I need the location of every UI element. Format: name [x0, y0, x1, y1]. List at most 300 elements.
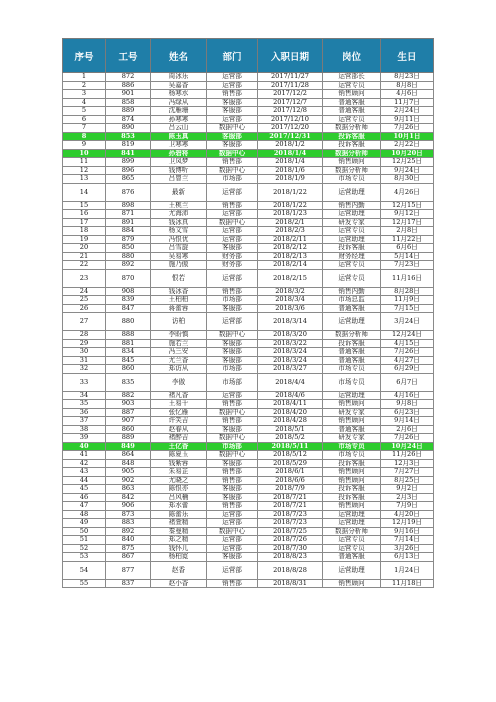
cell-seq[interactable]: 18: [63, 227, 106, 236]
header-birthday[interactable]: 生日: [381, 39, 434, 73]
cell-seq[interactable]: 26: [63, 304, 106, 313]
cell-name[interactable]: 秦曼精: [151, 527, 207, 536]
cell-birthday[interactable]: 2月6日: [381, 425, 434, 434]
cell-name[interactable]: 孙碧将: [151, 149, 207, 158]
cell-hire-date[interactable]: 2018/1/4: [258, 149, 323, 158]
cell-seq[interactable]: 17: [63, 218, 106, 227]
cell-hire-date[interactable]: 2018/3/22: [258, 339, 323, 348]
header-seq[interactable]: 序号: [63, 39, 106, 73]
cell-employee-id[interactable]: 848: [106, 459, 151, 468]
cell-hire-date[interactable]: 2018/8/31: [258, 579, 323, 588]
cell-name[interactable]: 朱易芷: [151, 468, 207, 477]
cell-seq[interactable]: 48: [63, 510, 106, 519]
cell-department[interactable]: 数据中心: [207, 124, 258, 133]
cell-position[interactable]: 销售顾问: [323, 90, 381, 99]
cell-birthday[interactable]: 9月11日: [381, 115, 434, 124]
cell-name[interactable]: 杨寒水: [151, 90, 207, 99]
cell-position[interactable]: 投诉客服: [323, 244, 381, 253]
cell-birthday[interactable]: 6月23日: [381, 408, 434, 417]
cell-seq[interactable]: 3: [63, 90, 106, 99]
cell-seq[interactable]: 33: [63, 373, 106, 391]
cell-department[interactable]: 运营部: [207, 269, 258, 287]
cell-name[interactable]: 钱怀儿: [151, 544, 207, 553]
cell-position[interactable]: 研发专家: [323, 408, 381, 417]
cell-position[interactable]: 销售内勤: [323, 287, 381, 296]
cell-name[interactable]: 吴嘉香: [151, 81, 207, 90]
cell-seq[interactable]: 32: [63, 365, 106, 374]
cell-employee-id[interactable]: 881: [106, 339, 151, 348]
cell-hire-date[interactable]: 2018/3/4: [258, 296, 323, 305]
cell-seq[interactable]: 51: [63, 536, 106, 545]
cell-employee-id[interactable]: 874: [106, 115, 151, 124]
cell-hire-date[interactable]: 2018/7/21: [258, 493, 323, 502]
cell-hire-date[interactable]: 2018/3/6: [258, 304, 323, 313]
cell-position[interactable]: 运营助理: [323, 313, 381, 331]
cell-department[interactable]: 客服部: [207, 553, 258, 562]
cell-department[interactable]: 财务部: [207, 261, 258, 270]
cell-employee-id[interactable]: 837: [106, 579, 151, 588]
cell-department[interactable]: 运营部: [207, 544, 258, 553]
cell-name[interactable]: 钱冰香: [151, 287, 207, 296]
cell-employee-id[interactable]: 892: [106, 261, 151, 270]
cell-position[interactable]: 运营助理: [323, 210, 381, 219]
cell-employee-id[interactable]: 849: [106, 442, 151, 451]
cell-hire-date[interactable]: 2017/12/31: [258, 132, 323, 141]
cell-department[interactable]: 客服部: [207, 356, 258, 365]
cell-name[interactable]: 孙寒寒: [151, 115, 207, 124]
cell-department[interactable]: 客服部: [207, 141, 258, 150]
cell-hire-date[interactable]: 2018/8/23: [258, 553, 323, 562]
cell-employee-id[interactable]: 879: [106, 235, 151, 244]
cell-hire-date[interactable]: 2018/1/22: [258, 183, 323, 201]
cell-hire-date[interactable]: 2018/5/1: [258, 425, 323, 434]
cell-employee-id[interactable]: 873: [106, 510, 151, 519]
cell-employee-id[interactable]: 819: [106, 141, 151, 150]
cell-department[interactable]: 销售部: [207, 579, 258, 588]
cell-hire-date[interactable]: 2018/5/11: [258, 442, 323, 451]
cell-department[interactable]: 销售部: [207, 90, 258, 99]
cell-employee-id[interactable]: 858: [106, 98, 151, 107]
cell-hire-date[interactable]: 2018/2/11: [258, 235, 323, 244]
cell-name[interactable]: 杨文雪: [151, 227, 207, 236]
cell-employee-id[interactable]: 850: [106, 244, 151, 253]
cell-birthday[interactable]: 8月30日: [381, 175, 434, 184]
cell-birthday[interactable]: 9月24日: [381, 166, 434, 175]
cell-birthday[interactable]: 6月13日: [381, 553, 434, 562]
cell-department[interactable]: 销售部: [207, 201, 258, 210]
cell-birthday[interactable]: 12月3日: [381, 459, 434, 468]
cell-name[interactable]: 陈恨亦: [151, 485, 207, 494]
cell-employee-id[interactable]: 905: [106, 468, 151, 477]
cell-name[interactable]: 张忆雁: [151, 408, 207, 417]
cell-department[interactable]: 运营部: [207, 235, 258, 244]
cell-hire-date[interactable]: 2018/2/1: [258, 218, 323, 227]
cell-birthday[interactable]: 4月27日: [381, 356, 434, 365]
cell-seq[interactable]: 34: [63, 391, 106, 400]
cell-seq[interactable]: 8: [63, 132, 106, 141]
cell-birthday[interactable]: 8月25日: [381, 476, 434, 485]
cell-department[interactable]: 市场部: [207, 175, 258, 184]
cell-position[interactable]: 运营专员: [323, 227, 381, 236]
cell-seq[interactable]: 10: [63, 149, 106, 158]
cell-birthday[interactable]: 9月14日: [381, 417, 434, 426]
cell-birthday[interactable]: 8月28日: [381, 287, 434, 296]
cell-seq[interactable]: 25: [63, 296, 106, 305]
cell-position[interactable]: 投诉客服: [323, 459, 381, 468]
cell-employee-id[interactable]: 871: [106, 210, 151, 219]
cell-birthday[interactable]: 4月20日: [381, 510, 434, 519]
cell-seq[interactable]: 44: [63, 476, 106, 485]
cell-position[interactable]: 数据分析师: [323, 331, 381, 340]
cell-hire-date[interactable]: 2017/12/2: [258, 90, 323, 99]
cell-name[interactable]: 钱博听: [151, 166, 207, 175]
cell-employee-id[interactable]: 876: [106, 183, 151, 201]
cell-hire-date[interactable]: 2018/3/24: [258, 348, 323, 357]
cell-birthday[interactable]: 9月12日: [381, 210, 434, 219]
cell-seq[interactable]: 22: [63, 261, 106, 270]
cell-employee-id[interactable]: 899: [106, 158, 151, 167]
cell-position[interactable]: 数据分析师: [323, 527, 381, 536]
cell-name[interactable]: 访柏: [151, 313, 207, 331]
cell-employee-id[interactable]: 860: [106, 425, 151, 434]
cell-employee-id[interactable]: 890: [106, 124, 151, 133]
cell-seq[interactable]: 49: [63, 519, 106, 528]
cell-department[interactable]: 客服部: [207, 493, 258, 502]
cell-employee-id[interactable]: 872: [106, 73, 151, 82]
cell-position[interactable]: 运营专员: [323, 544, 381, 553]
cell-position[interactable]: 投诉客服: [323, 493, 381, 502]
cell-position[interactable]: 财务经理: [323, 252, 381, 261]
cell-birthday[interactable]: 11月16日: [381, 269, 434, 287]
cell-birthday[interactable]: 7月26日: [381, 124, 434, 133]
cell-hire-date[interactable]: 2017/11/27: [258, 73, 323, 82]
cell-department[interactable]: 客服部: [207, 425, 258, 434]
cell-birthday[interactable]: 6月6日: [381, 244, 434, 253]
cell-hire-date[interactable]: 2018/4/6: [258, 391, 323, 400]
cell-position[interactable]: 运营助理: [323, 561, 381, 579]
cell-employee-id[interactable]: 840: [106, 536, 151, 545]
cell-department[interactable]: 运营部: [207, 227, 258, 236]
cell-hire-date[interactable]: 2018/7/25: [258, 527, 323, 536]
cell-hire-date[interactable]: 2018/5/12: [258, 451, 323, 460]
cell-birthday[interactable]: 12月17日: [381, 218, 434, 227]
cell-position[interactable]: 投诉客服: [323, 339, 381, 348]
cell-employee-id[interactable]: 907: [106, 417, 151, 426]
cell-position[interactable]: 普通客服: [323, 348, 381, 357]
cell-employee-id[interactable]: 902: [106, 476, 151, 485]
cell-employee-id[interactable]: 842: [106, 493, 151, 502]
cell-name[interactable]: 赵香: [151, 561, 207, 579]
cell-seq[interactable]: 16: [63, 210, 106, 219]
cell-department[interactable]: 市场部: [207, 442, 258, 451]
cell-department[interactable]: 财务部: [207, 252, 258, 261]
cell-hire-date[interactable]: 2018/7/30: [258, 544, 323, 553]
cell-position[interactable]: 运营助理: [323, 235, 381, 244]
cell-employee-id[interactable]: 901: [106, 90, 151, 99]
cell-department[interactable]: 数据中心: [207, 166, 258, 175]
cell-employee-id[interactable]: 867: [106, 553, 151, 562]
cell-birthday[interactable]: 9月2日: [381, 485, 434, 494]
cell-name[interactable]: 尤海沛: [151, 210, 207, 219]
cell-birthday[interactable]: 7月23日: [381, 261, 434, 270]
cell-hire-date[interactable]: 2018/1/23: [258, 210, 323, 219]
cell-seq[interactable]: 30: [63, 348, 106, 357]
cell-hire-date[interactable]: 2018/1/6: [258, 166, 323, 175]
cell-position[interactable]: 市场专员: [323, 442, 381, 451]
cell-hire-date[interactable]: 2018/1/22: [258, 201, 323, 210]
cell-birthday[interactable]: 11月7日: [381, 98, 434, 107]
cell-birthday[interactable]: 4月16日: [381, 391, 434, 400]
cell-birthday[interactable]: 3月26日: [381, 544, 434, 553]
cell-name[interactable]: 吴易寒: [151, 252, 207, 261]
cell-department[interactable]: 客服部: [207, 132, 258, 141]
cell-department[interactable]: 运营部: [207, 519, 258, 528]
cell-name[interactable]: 赵春从: [151, 425, 207, 434]
cell-employee-id[interactable]: 865: [106, 175, 151, 184]
cell-seq[interactable]: 9: [63, 141, 106, 150]
cell-seq[interactable]: 29: [63, 339, 106, 348]
cell-name[interactable]: 杨柏霓: [151, 553, 207, 562]
cell-birthday[interactable]: 7月14日: [381, 536, 434, 545]
cell-position[interactable]: 销售顾问: [323, 579, 381, 588]
cell-department[interactable]: 客服部: [207, 98, 258, 107]
cell-hire-date[interactable]: 2018/4/4: [258, 373, 323, 391]
cell-employee-id[interactable]: 896: [106, 166, 151, 175]
cell-hire-date[interactable]: 2018/1/2: [258, 141, 323, 150]
cell-employee-id[interactable]: 903: [106, 400, 151, 409]
cell-birthday[interactable]: 7月26日: [381, 348, 434, 357]
cell-name[interactable]: 吕曾兰: [151, 175, 207, 184]
cell-name[interactable]: 郑之精: [151, 536, 207, 545]
cell-department[interactable]: 销售部: [207, 468, 258, 477]
cell-employee-id[interactable]: 882: [106, 391, 151, 400]
cell-name[interactable]: 沈雁珊: [151, 107, 207, 116]
cell-employee-id[interactable]: 891: [106, 218, 151, 227]
cell-hire-date[interactable]: 2018/3/20: [258, 331, 323, 340]
cell-employee-id[interactable]: 863: [106, 485, 151, 494]
cell-seq[interactable]: 35: [63, 400, 106, 409]
cell-department[interactable]: 市场部: [207, 373, 258, 391]
cell-birthday[interactable]: 6月7日: [381, 373, 434, 391]
cell-birthday[interactable]: 3月24日: [381, 313, 434, 331]
cell-department[interactable]: 客服部: [207, 244, 258, 253]
cell-name[interactable]: 恨若: [151, 269, 207, 287]
cell-department[interactable]: 客服部: [207, 339, 258, 348]
cell-department[interactable]: 数据中心: [207, 408, 258, 417]
cell-hire-date[interactable]: 2018/7/23: [258, 510, 323, 519]
cell-seq[interactable]: 4: [63, 98, 106, 107]
cell-name[interactable]: 施乃傲: [151, 261, 207, 270]
cell-department[interactable]: 运营部: [207, 536, 258, 545]
cell-employee-id[interactable]: 877: [106, 561, 151, 579]
cell-department[interactable]: 销售部: [207, 417, 258, 426]
cell-position[interactable]: 普通客服: [323, 304, 381, 313]
cell-seq[interactable]: 12: [63, 166, 106, 175]
cell-hire-date[interactable]: 2018/6/6: [258, 476, 323, 485]
cell-position[interactable]: 运营专员: [323, 261, 381, 270]
cell-name[interactable]: 吕云山: [151, 124, 207, 133]
cell-department[interactable]: 运营部: [207, 115, 258, 124]
cell-hire-date[interactable]: 2018/2/15: [258, 269, 323, 287]
cell-birthday[interactable]: 11月26日: [381, 451, 434, 460]
cell-birthday[interactable]: 7月15日: [381, 304, 434, 313]
cell-birthday[interactable]: 2月22日: [381, 141, 434, 150]
cell-employee-id[interactable]: 853: [106, 132, 151, 141]
cell-birthday[interactable]: 1月24日: [381, 561, 434, 579]
cell-position[interactable]: 普通客服: [323, 425, 381, 434]
cell-position[interactable]: 研发专家: [323, 434, 381, 443]
cell-hire-date[interactable]: 2018/2/13: [258, 252, 323, 261]
cell-hire-date[interactable]: 2018/7/23: [258, 519, 323, 528]
cell-employee-id[interactable]: 880: [106, 252, 151, 261]
cell-position[interactable]: 销售顾问: [323, 417, 381, 426]
cell-employee-id[interactable]: 892: [106, 527, 151, 536]
cell-position[interactable]: 运营部长: [323, 73, 381, 82]
header-name[interactable]: 姓名: [151, 39, 207, 73]
cell-position[interactable]: 运营助理: [323, 519, 381, 528]
cell-department[interactable]: 销售部: [207, 287, 258, 296]
cell-position[interactable]: 投诉客服: [323, 132, 381, 141]
cell-position[interactable]: 运营专员: [323, 269, 381, 287]
cell-employee-id[interactable]: 883: [106, 519, 151, 528]
cell-department[interactable]: 客服部: [207, 107, 258, 116]
cell-department[interactable]: 运营部: [207, 313, 258, 331]
cell-department[interactable]: 数据中心: [207, 527, 258, 536]
cell-hire-date[interactable]: 2018/2/12: [258, 244, 323, 253]
cell-position[interactable]: 投诉客服: [323, 141, 381, 150]
cell-name[interactable]: 尤晓之: [151, 476, 207, 485]
cell-name[interactable]: 钱紫蓉: [151, 459, 207, 468]
cell-department[interactable]: 运营部: [207, 81, 258, 90]
cell-hire-date[interactable]: 2018/3/27: [258, 365, 323, 374]
cell-seq[interactable]: 53: [63, 553, 106, 562]
cell-position[interactable]: 数据分析师: [323, 124, 381, 133]
cell-position[interactable]: 普通客服: [323, 553, 381, 562]
cell-employee-id[interactable]: 839: [106, 296, 151, 305]
cell-seq[interactable]: 21: [63, 252, 106, 261]
cell-position[interactable]: 销售顾问: [323, 468, 381, 477]
cell-seq[interactable]: 14: [63, 183, 106, 201]
cell-hire-date[interactable]: 2018/3/2: [258, 287, 323, 296]
cell-hire-date[interactable]: 2018/8/28: [258, 561, 323, 579]
header-position[interactable]: 岗位: [323, 39, 381, 73]
cell-department[interactable]: 销售部: [207, 502, 258, 511]
cell-position[interactable]: 销售顾问: [323, 400, 381, 409]
cell-name[interactable]: 王桃兰: [151, 201, 207, 210]
cell-employee-id[interactable]: 841: [106, 149, 151, 158]
cell-birthday[interactable]: 11月9日: [381, 296, 434, 305]
cell-position[interactable]: 销售顾问: [323, 158, 381, 167]
cell-name[interactable]: 钱冰真: [151, 218, 207, 227]
cell-name[interactable]: 褚萱精: [151, 519, 207, 528]
cell-seq[interactable]: 37: [63, 417, 106, 426]
cell-hire-date[interactable]: 2018/6/1: [258, 468, 323, 477]
cell-seq[interactable]: 39: [63, 434, 106, 443]
header-hire-date[interactable]: 入职日期: [258, 39, 323, 73]
cell-department[interactable]: 客服部: [207, 485, 258, 494]
header-department[interactable]: 部门: [207, 39, 258, 73]
cell-seq[interactable]: 27: [63, 313, 106, 331]
cell-hire-date[interactable]: 2018/7/26: [258, 536, 323, 545]
cell-hire-date[interactable]: 2017/12/8: [258, 107, 323, 116]
cell-seq[interactable]: 42: [63, 459, 106, 468]
cell-birthday[interactable]: 11月22日: [381, 235, 434, 244]
cell-hire-date[interactable]: 2018/4/20: [258, 408, 323, 417]
cell-seq[interactable]: 28: [63, 331, 106, 340]
cell-seq[interactable]: 38: [63, 425, 106, 434]
cell-employee-id[interactable]: 834: [106, 348, 151, 357]
cell-hire-date[interactable]: 2018/1/4: [258, 158, 323, 167]
cell-birthday[interactable]: 12月25日: [381, 158, 434, 167]
cell-name[interactable]: 王亿香: [151, 442, 207, 451]
cell-seq[interactable]: 40: [63, 442, 106, 451]
cell-employee-id[interactable]: 906: [106, 502, 151, 511]
cell-employee-id[interactable]: 884: [106, 227, 151, 236]
cell-birthday[interactable]: 2月3日: [381, 493, 434, 502]
cell-birthday[interactable]: 4月6日: [381, 90, 434, 99]
cell-position[interactable]: 运营助理: [323, 391, 381, 400]
cell-employee-id[interactable]: 860: [106, 365, 151, 374]
cell-position[interactable]: 普通客服: [323, 107, 381, 116]
cell-employee-id[interactable]: 845: [106, 356, 151, 365]
cell-birthday[interactable]: 2月8日: [381, 227, 434, 236]
cell-name[interactable]: 陈蕾乐: [151, 510, 207, 519]
cell-seq[interactable]: 7: [63, 124, 106, 133]
cell-name[interactable]: 施若兰: [151, 339, 207, 348]
cell-name[interactable]: 吕风楠: [151, 493, 207, 502]
cell-seq[interactable]: 2: [63, 81, 106, 90]
cell-birthday[interactable]: 8月8日: [381, 81, 434, 90]
cell-birthday[interactable]: 8月23日: [381, 73, 434, 82]
cell-position[interactable]: 数据分析师: [323, 149, 381, 158]
cell-name[interactable]: 冯三安: [151, 348, 207, 357]
cell-seq[interactable]: 36: [63, 408, 106, 417]
cell-name[interactable]: 赵小香: [151, 579, 207, 588]
cell-position[interactable]: 市场专员: [323, 451, 381, 460]
cell-department[interactable]: 销售部: [207, 476, 258, 485]
cell-department[interactable]: 客服部: [207, 459, 258, 468]
cell-seq[interactable]: 54: [63, 561, 106, 579]
cell-employee-id[interactable]: 889: [106, 107, 151, 116]
cell-department[interactable]: 市场部: [207, 365, 258, 374]
cell-hire-date[interactable]: 2018/5/2: [258, 434, 323, 443]
cell-name[interactable]: 褚醉吉: [151, 434, 207, 443]
cell-hire-date[interactable]: 2018/4/11: [258, 400, 323, 409]
cell-seq[interactable]: 31: [63, 356, 106, 365]
cell-hire-date[interactable]: 2017/12/20: [258, 124, 323, 133]
cell-position[interactable]: 市场专员: [323, 365, 381, 374]
cell-name[interactable]: 冯恨优: [151, 235, 207, 244]
cell-birthday[interactable]: 10月24日: [381, 442, 434, 451]
cell-birthday[interactable]: 7月27日: [381, 468, 434, 477]
cell-department[interactable]: 运营部: [207, 210, 258, 219]
cell-hire-date[interactable]: 2018/3/24: [258, 356, 323, 365]
cell-name[interactable]: 王易千: [151, 400, 207, 409]
cell-birthday[interactable]: 10月20日: [381, 149, 434, 158]
cell-employee-id[interactable]: 886: [106, 81, 151, 90]
cell-position[interactable]: 市场专员: [323, 175, 381, 184]
cell-position[interactable]: 运营专员: [323, 115, 381, 124]
cell-seq[interactable]: 19: [63, 235, 106, 244]
cell-employee-id[interactable]: 835: [106, 373, 151, 391]
cell-birthday[interactable]: 12月15日: [381, 201, 434, 210]
cell-department[interactable]: 数据中心: [207, 434, 258, 443]
cell-position[interactable]: 市场总监: [323, 296, 381, 305]
cell-birthday[interactable]: 7月9日: [381, 502, 434, 511]
cell-seq[interactable]: 47: [63, 502, 106, 511]
cell-name[interactable]: 陈玉真: [151, 132, 207, 141]
cell-seq[interactable]: 5: [63, 107, 106, 116]
